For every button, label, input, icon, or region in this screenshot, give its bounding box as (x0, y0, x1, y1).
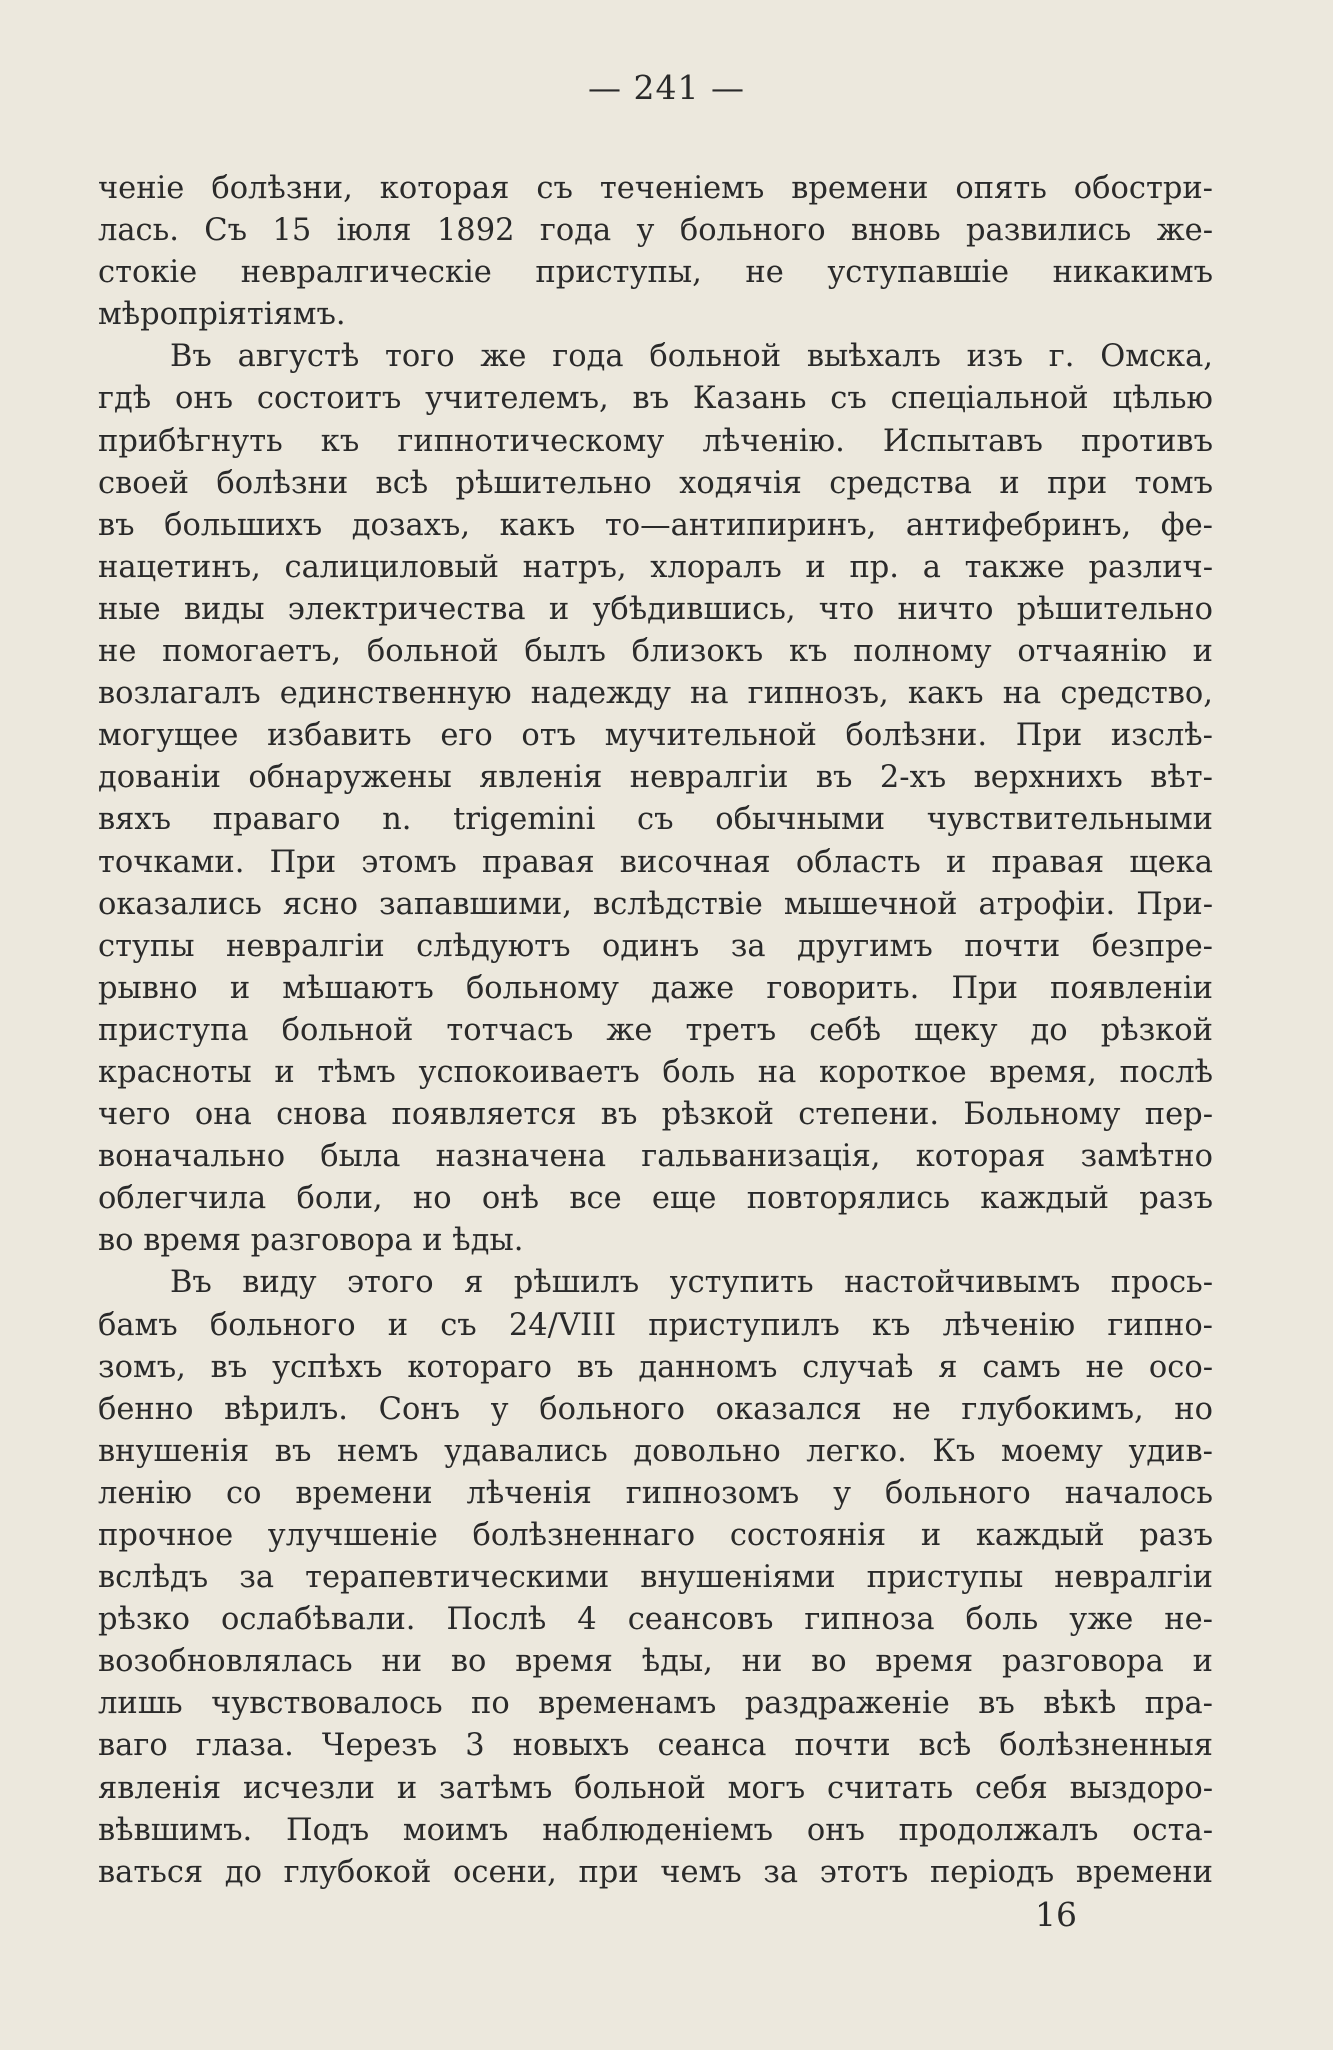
text-line: ваться до глубокой осени, при чемъ за этотъ періодъ времени (98, 1854, 1213, 1890)
text-line: прочное улучшеніе болѣзненнаго состоянія и каждый разъ (98, 1518, 1213, 1553)
body-text (98, 168, 1213, 1894)
text-line: ные виды электричества и убѣдившись, что ничто рѣшительно (98, 591, 1213, 627)
text-line: своей болѣзни всѣ рѣшительно ходячія средства и при томъ (98, 465, 1213, 501)
text-line: приступа больной тотчасъ же третъ себѣ щеку до рѣзкой (98, 1012, 1213, 1048)
text-line: зомъ, въ успѣхъ котораго въ данномъ случаѣ я самъ не осо- (98, 1349, 1213, 1385)
page-number-header: — 241 — (588, 68, 745, 107)
text-line: во время разговора и ѣды. (98, 1223, 524, 1259)
text-line: явленія исчезли и затѣмъ больной могъ считать себя выздоро- (98, 1770, 1213, 1806)
text-line: оказались ясно запавшими, вслѣдствіе мышечной атрофіи. При- (98, 886, 1213, 922)
text-line: вяхъ праваго n. trigemini съ обычными чувствительными (98, 802, 1213, 838)
text-line: гдѣ онъ состоитъ учителемъ, въ Казань съ спеціальной цѣлью (98, 381, 1213, 417)
text-line: чего она снова появляется въ рѣзкой степени. Больному пер- (98, 1097, 1213, 1133)
text-line: ваго глаза. Черезъ 3 новыхъ сеанса почти всѣ болѣзненныя (98, 1728, 1213, 1764)
text-line: ленію со времени лѣченія гипнозомъ у больного началось (98, 1475, 1213, 1511)
text-line: красноты и тѣмъ успокоиваетъ боль на короткое время, послѣ (98, 1054, 1213, 1090)
text-line: возлагалъ единственную надежду на гипнозъ, какъ на средство, (98, 676, 1213, 712)
text-line: бенно вѣрилъ. Сонъ у больного оказался не глубокимъ, но (98, 1391, 1213, 1427)
text-line: могущее избавить его отъ мучительной болѣзни. При изслѣ- (98, 718, 1213, 754)
text-line: ступы невралгіи слѣдуютъ одинъ за другимъ почти безпре- (98, 928, 1213, 964)
text-line: не помогаетъ, больной былъ близокъ къ полному отчаянію и (98, 634, 1213, 670)
text-line: возобновлялась ни во время ѣды, ни во время разговора и (98, 1644, 1213, 1680)
text-line: ченіе болѣзни, которая съ теченіемъ времени опять обостри- (98, 171, 1213, 206)
text-line: Въ виду этого я рѣшилъ уступить настойчивымъ прось- (170, 1265, 1213, 1301)
text-line: прибѣгнуть къ гипнотическому лѣченію. Испытавъ противъ (98, 423, 1213, 459)
text-line: бамъ больного и съ 24/VIII приступилъ къ лѣченію гипно- (98, 1307, 1213, 1343)
text-line: стокіе невралгическіе приступы, не уступавшіе никакимъ (98, 255, 1213, 291)
text-line: внушенія въ немъ удавались довольно легко. Къ моему удив- (98, 1433, 1213, 1469)
text-line: облегчила боли, но онѣ все еще повторялись каждый разъ (98, 1181, 1213, 1217)
text-line: рѣзко ослабѣвали. Послѣ 4 сеансовъ гипноза боль уже не- (98, 1602, 1213, 1638)
text-line: вѣвшимъ. Подъ моимъ наблюденіемъ онъ продолжалъ оста- (98, 1812, 1213, 1848)
text-line: вслѣдъ за терапевтическими внушеніями приступы невралгіи (98, 1560, 1213, 1596)
text-line: въ большихъ дозахъ, какъ то—антипиринъ, антифебринъ, фе- (98, 507, 1213, 543)
text-line: нацетинъ, салициловый натръ, хлоралъ и пр. а также различ- (98, 549, 1213, 585)
text-line: дованіи обнаружены явленія невралгіи въ 2-хъ верхнихъ вѣт- (98, 760, 1213, 796)
text-line: лишь чувствовалось по временамъ раздраженіе въ вѣкѣ пра- (98, 1686, 1213, 1722)
text-line: точками. При этомъ правая височная область и правая щека (98, 844, 1213, 880)
text-line: рывно и мѣшаютъ больному даже говорить. При появленіи (98, 970, 1213, 1006)
signature-mark: 16 (1035, 1895, 1077, 1934)
text-line: воначально была назначена гальванизація, которая замѣтно (98, 1139, 1213, 1175)
text-line: Въ августѣ того же года больной выѣхалъ изъ г. Омска, (170, 339, 1213, 375)
text-line: мѣропріятіямъ. (98, 297, 346, 333)
text-line: лась. Съ 15 іюля 1892 года у больного вновь развились же- (98, 213, 1213, 249)
